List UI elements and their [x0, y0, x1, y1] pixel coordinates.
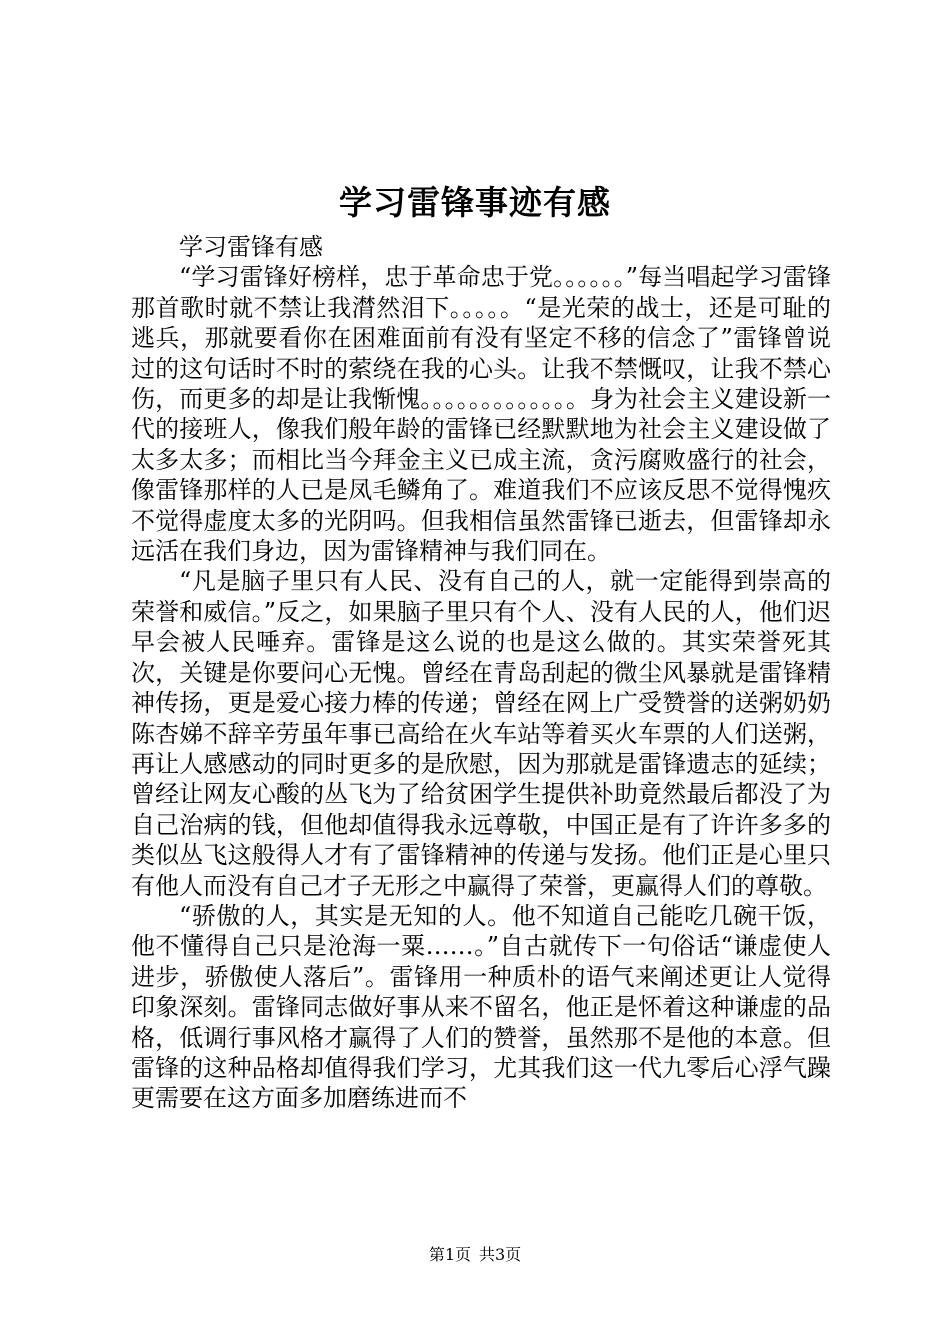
paragraph-3: “骄傲的人，其实是无知的人。他不知道自己能吃几碗干饭，他不懂得自己只是沧海一粟……。”自古就传下一句俗话“谦虚使人进步，骄傲使人落后”。雷锋用一种质朴的语气来阐述更让人觉得印象深刻。雷锋同志做好事从来不留名，他正是怀着这种谦虚的品格，低调行事风格才赢得了人们的赞誉，虽然那不是他的本意。但雷锋的这种品格却值得我们学习，尤其我们这一代九零后心浮气躁更需要在这方面多加磨练进而不	[131, 901, 831, 1113]
paragraph-2: “凡是脑子里只有人民、没有自己的人，就一定能得到崇高的荣誉和威信。”反之，如果脑子里只有个人、没有人民的人，他们迟早会被人民唾弃。雷锋是这么说的也是这么做的。其实荣誉死其次，关键是你要问心无愧。曾经在青岛刮起的微尘风暴就是雷锋精神传扬，更是爱心接力棒的传递；曾经在网上广受赞誉的送粥奶奶陈杏娣不辞辛劳虽年事已高给在火车站等着买火车票的人们送粥，再让人感感动的同时更多的是欣慰，因为那就是雷锋遗志的延续；曾经让网友心酸的丛飞为了给贫困学生提供补助竟然最后都没了为自己治病的钱，但他却值得我永远尊敬，中国正是有了许许多多的类似丛飞这般得人才有了雷锋精神的传递与发扬。他们正是心里只有他人而没有自己才子无形之中赢得了荣誉，更赢得人们的尊敬。	[131, 567, 831, 900]
document-title: 学习雷锋事迹有感	[339, 183, 611, 222]
page-footer	[0, 1244, 950, 1266]
paragraph-1: “学习雷锋好榜样，忠于革命忠于党。。。。。。”每当唱起学习雷锋那首歌时就不禁让我潸然泪下。。。。。“是光荣的战士，还是可耻的逃兵，那就要看你在困难面前有没有坚定不移的信念了”雷锋曾说过的这句话时不时的萦绕在我的心头。让我不禁慨叹，让我不禁心伤，而更多的却是让我惭愧。。。。。。。。。。。。。身为社会主义建设新一代的接班人，像我们般年龄的雷锋已经默默地为社会主义建设做了太多太多；而相比当今拜金主义已成主流，贪污腐败盛行的社会，像雷锋那样的人已是凤毛鳞角了。难道我们不应该反思不觉得愧疚不觉得虚度太多的光阴吗。但我相信虽然雷锋已逝去，但雷锋却永远活在我们身边，因为雷锋精神与我们同在。	[131, 263, 831, 566]
document-body	[131, 232, 831, 1114]
document-subtitle: 学习雷锋有感	[179, 233, 323, 261]
page-total: 共3页	[479, 1245, 522, 1264]
page-number: 第1页	[428, 1245, 471, 1264]
